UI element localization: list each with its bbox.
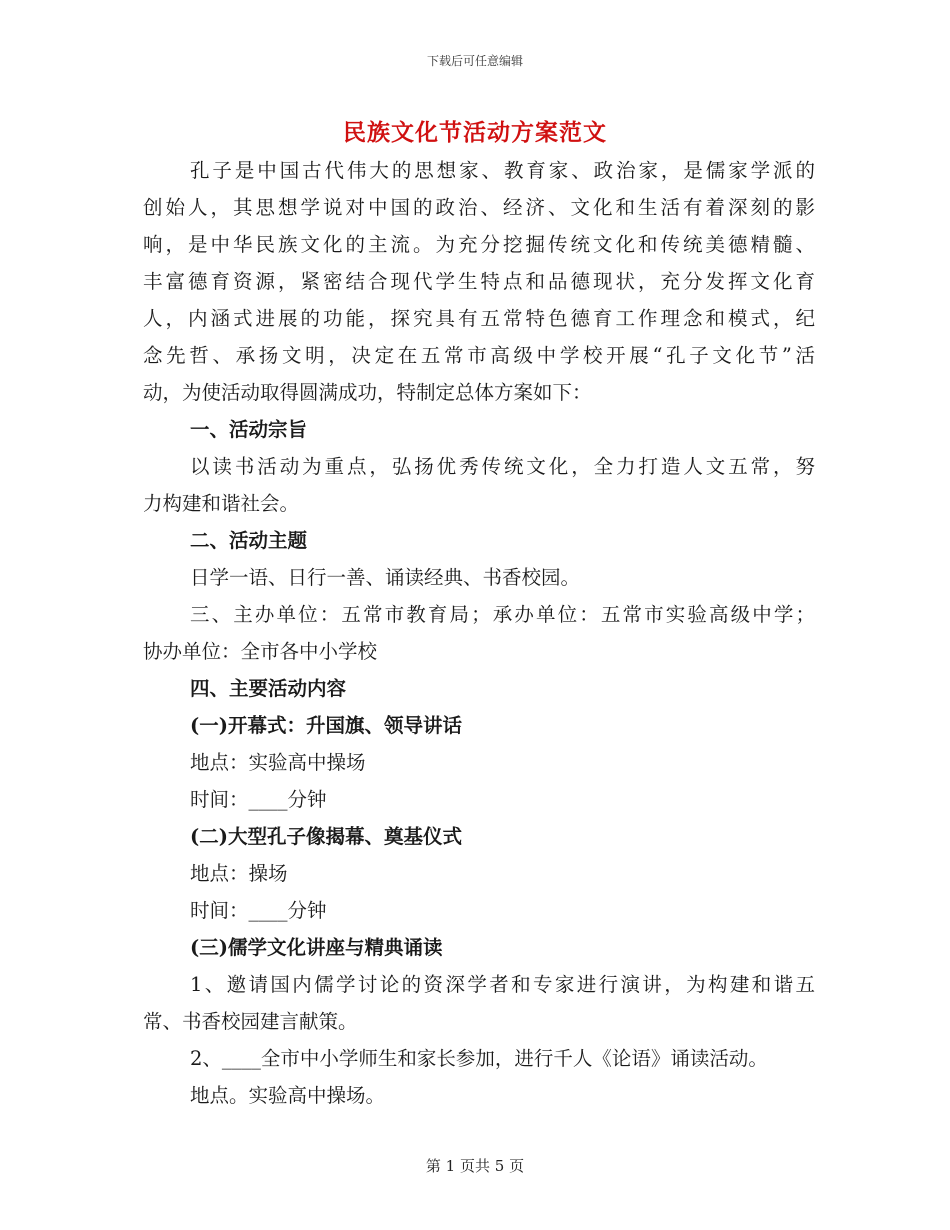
section-organizers: 协办单位：全市各中小学校 bbox=[143, 640, 378, 663]
page-footer: 第 1 页共 5 页 bbox=[425, 1157, 525, 1175]
section-text: 以读书活动为重点，弘扬优秀传统文化，全力打造人文五常，努 bbox=[190, 455, 815, 478]
section-organizers: 三、主办单位：五常市教育局；承办单位：五常市实验高级中学； bbox=[190, 603, 815, 626]
document-title: 民族文化节活动方案范文 bbox=[343, 119, 607, 146]
item-location: 地点：操场 bbox=[190, 862, 288, 885]
page-header: 下载后可任意编辑 bbox=[426, 54, 523, 68]
section-heading-theme: 二、活动主题 bbox=[190, 529, 308, 552]
intro-line: 响，是中华民族文化的主流。为充分挖掘传统文化和传统美德精髓、 bbox=[143, 233, 815, 256]
section-text: 力构建和谐社会。 bbox=[143, 492, 300, 515]
item-heading: (二)大型孔子像揭幕、奠基仪式 bbox=[190, 825, 462, 848]
intro-line: 念先哲、承扬文明，决定在五常市高级中学校开展“孔子文化节”活 bbox=[143, 344, 815, 367]
item-time: 时间：____分钟 bbox=[190, 899, 327, 922]
intro-line: 创始人，其思想学说对中国的政治、经济、文化和生活有着深刻的影 bbox=[143, 196, 815, 219]
item-heading: (三)儒学文化讲座与精典诵读 bbox=[190, 936, 443, 959]
item-point: 1、邀请国内儒学讨论的资深学者和专家进行演讲，为构建和谐五 bbox=[190, 973, 815, 996]
section-heading-purpose: 一、活动宗旨 bbox=[190, 418, 308, 441]
intro-line: 丰富德育资源，紧密结合现代学生特点和品德现状，充分发挥文化育 bbox=[143, 270, 815, 293]
intro-line: 孔子是中国古代伟大的思想家、教育家、政治家，是儒家学派的 bbox=[190, 159, 815, 182]
section-text: 日学一语、日行一善、诵读经典、书香校园。 bbox=[190, 566, 581, 589]
item-location: 地点：实验高中操场 bbox=[190, 751, 366, 774]
section-heading-activities: 四、主要活动内容 bbox=[190, 677, 347, 700]
document-body bbox=[143, 152, 815, 1114]
item-location: 地点。实验高中操场。 bbox=[190, 1084, 386, 1107]
item-heading: (一)开幕式：升国旗、领导讲话 bbox=[190, 714, 462, 737]
intro-line: 人，内涵式进展的功能，探究具有五常特色德育工作理念和模式，纪 bbox=[143, 307, 815, 330]
intro-line: 动，为使活动取得圆满成功，特制定总体方案如下： bbox=[143, 381, 592, 404]
item-time: 时间：____分钟 bbox=[190, 788, 327, 811]
item-point: 常、书香校园建言献策。 bbox=[143, 1010, 358, 1033]
item-point: 2、____全市中小学师生和家长参加，进行千人《论语》诵读活动。 bbox=[190, 1047, 768, 1070]
